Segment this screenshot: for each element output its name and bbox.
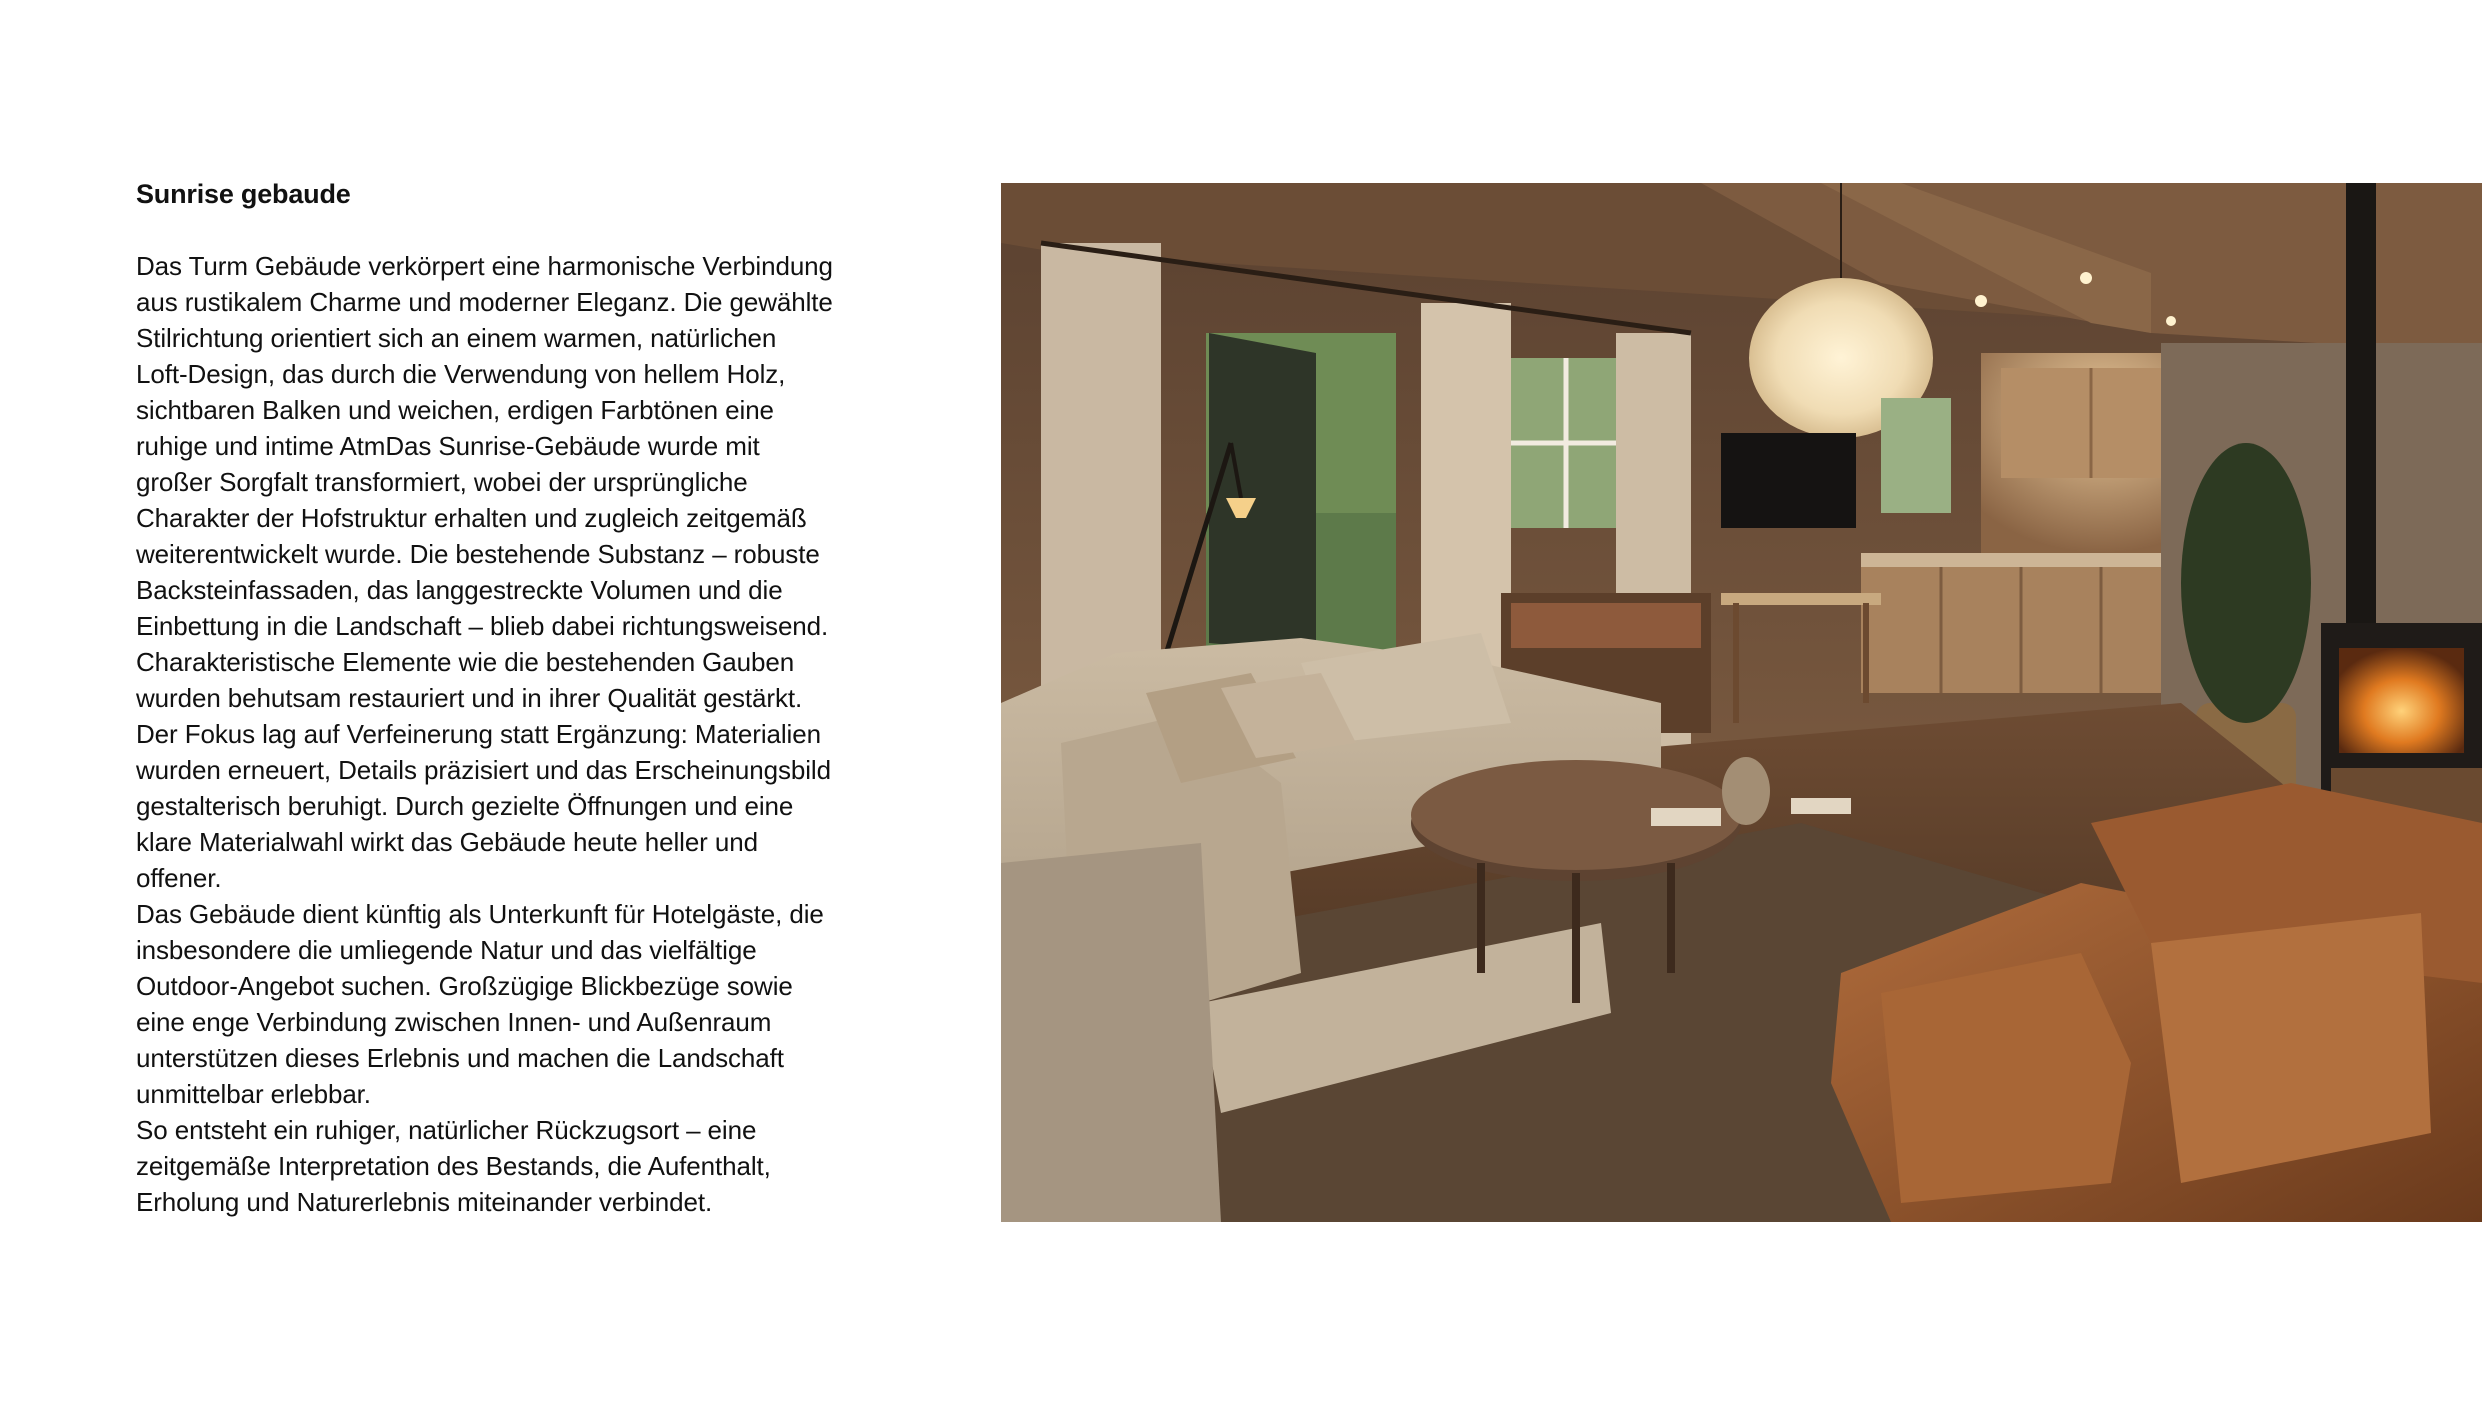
body-paragraph-2: Das Gebäude dient künftig als Unterkunft für Hotelgäste, die insbesondere die umliegende Natur und das vielfältige Outdoor-Angebot suchen. Großzügige Blickbezüge sowie eine enge Verbindung zwischen Innen- und Außenraum unterstützen dieses Erlebnis und machen die Landschaft unmittelbar erlebbar. [136, 899, 824, 1109]
body-paragraph-1: Das Turm Gebäude verkörpert eine harmonische Verbindung aus rustikalem Charme und moderner Eleganz. Die gewählte Stilrichtung orientiert sich an einem warmen, natürlichen Loft-Design, das durch die Verwendung von hellem Holz, sichtbaren Balken und weichen, erdigen Farbtönen eine ruhige und intime AtmDas Sunrise-Gebäude wurde mit großer Sorgfalt transformiert, wobei der ursprüngliche Charakter der Hofstruktur erhalten und zugleich zeitgemäß weiterentwickelt wurde. Die bestehende Substanz – robuste Backsteinfassaden, das langgestreckte Volumen und die Einbettung in die Landschaft – blieb dabei richtungsweisend. Charakteristische Elemente wie die bestehenden Gauben wurden behutsam restauriert und in ihrer Qualität gestärkt. Der Fokus lag auf Verfeinerung statt Ergänzung: Materialien wurden erneuert, Details präzisiert und das Erscheinungsbild gestalterisch beruhigt. Durch gezielte Öffnungen und eine klare Materialwahl wirkt das Gebäude heute heller und offener. [136, 251, 833, 893]
body-paragraph-3: So entsteht ein ruhiger, natürlicher Rückzugsort – eine zeitgemäße Interpretation des Bestands, die Aufenthalt, Erholung und Naturerlebnis miteinander verbindet. [136, 1115, 771, 1217]
text-column [136, 176, 896, 1220]
page-title: Sunrise gebaude [136, 179, 351, 209]
interior-photo [1001, 183, 2482, 1222]
